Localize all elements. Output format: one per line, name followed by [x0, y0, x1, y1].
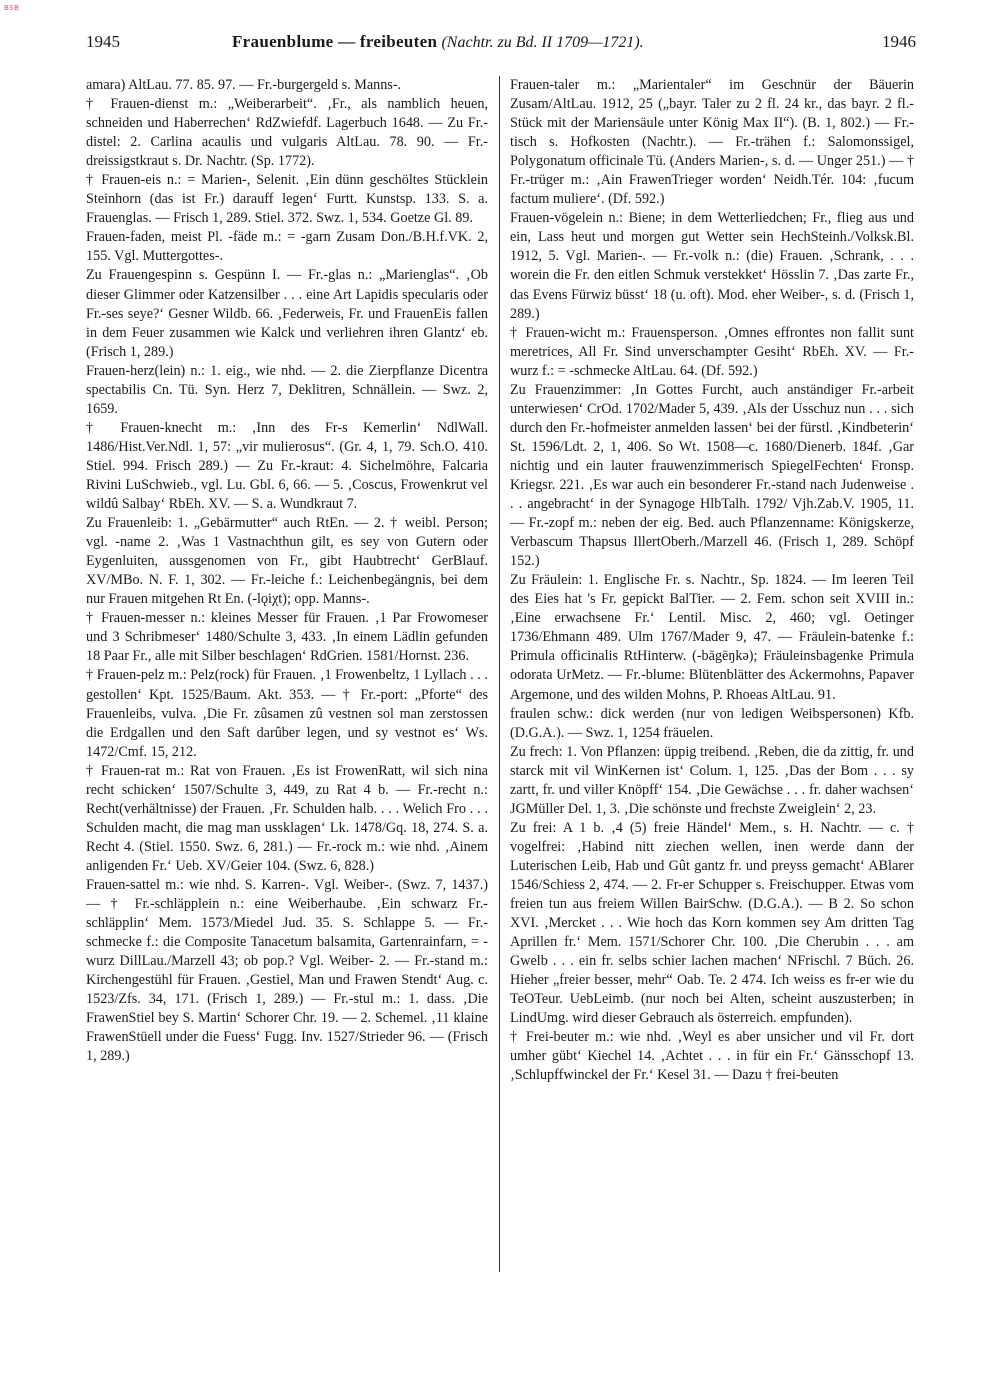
entry: Frauen-sattel m.: wie nhd. S. Karren-. Vgl. Weiber-. (Swz. 7, 1437.) — † Fr.-schläpplein n.: eine Weiberhaube. ‚Ein schwarz Fr.-schläpplin‘ Mem. 1573/Miedel Jud. 35. S. Schlappe 5. — Fr.-schmecke f.: die Composite Tanacetum balsamita, Gartenrainfarn, = -wurz DillLau./Marzell 43; ob pop.? Vgl. Weiber- 2. — Fr.-stand m.: Kirchengestühl für Frauen. ‚Gestiel, Man und Frawen Stendt‘ Aug. c. 1523/Zfs. 34, 171. (Frisch 1, 289.) — Fr.-stul m.: 1. dass. ‚Die FrawenStiel bey S. Martin‘ Schorer Chr. 19. — 2. Schemel. ‚11 klaine FrawenStüell under die Fuess‘ Fugg. Inv. 1527/Strieder 96. — (Frisch 1, 289.) — [86, 876, 488, 1065]
left-column — [86, 76, 488, 1066]
entry: amara) AltLau. 77. 85. 97. — Fr.-burgergeld s. Manns-. — [86, 77, 402, 93]
entry: Frauen-faden, meist Pl. -fäde m.: = -garn Zusam Don./B.H.f.VK. 2, 155. Vgl. Muttergottes-. — [86, 229, 488, 265]
entry: † Frauen-dienst m.: „Weiberarbeit“. ‚Fr., als namblich heuen, schneiden und Haberrechen‘ RdZwiefdf. Lagerbuch 1648. — Zu Fr.-distel: 2. Carlina acaulis und vulgaris AltLau. 78. 90. — Fr.-dreissigstkraut s. Dr. Nachtr. (Sp. 1772). — [86, 96, 488, 170]
entry: Frauen-herz(lein) n.: 1. eig., wie nhd. — 2. die Zierpflanze Dicentra spectabilis Cn. Tü. Syn. Herz 7, Deklitren, Schnällein. — Swz. 2, 1659. — [86, 362, 488, 417]
entry: Zu Fräulein: 1. Englische Fr. s. Nachtr., Sp. 1824. — Im leeren Teil des Eies hat 's Fr. gepickt BalTier. — 2. Fem. schon seit XVIII in.: ‚Eine erwachsene Fr.‘ Lentil. Misc. 2, 460; vgl. Oetinger 1736/Ehmann 489. Ulm 1767/Mader 9, 47. — Fräulein-batenke f.: Primula officinalis RtHinterw. (-bāgēŋkə); Fräuleinsbagenke Primula odorata UrMetz. — Fr.-blume: Blütenblätter des Ackermohns, Papaver Argemone, und des wilden Mohns, P. Rhoeas AltLau. 91. — [510, 572, 914, 703]
entry: Zu frech: 1. Von Pflanzen: üppig treibend. ‚Reben, die da zittig, fr. und starck mit vil WinKernen ist‘ Colum. 1, 125. ‚Das der Bom . . . sy zartt, fr. und viller Knöpff‘ 154. ‚Die Gewächse . . . fr. daher wachsen‘ JGMüller Del. 1, 3. ‚Die schönste und frechste Zweiglein‘ 2, 23. — [510, 743, 914, 817]
entry: † Frauen-pelz m.: Pelz(rock) für Frauen. ‚1 Frowenbeltz, 1 Lyllach . . . gestollen‘ Kpt. 1525/Baum. Akt. 353. — † Fr.-port: „Pforte“ des Frauenleibs, vulva. ‚Die Fr. zûsamen zû vestnen sol man zerstossen die Erdgallen und den Saft darûber legen, und sy vestnot es‘ Ws. 1472/Cmf. 15, 212. — [86, 667, 488, 760]
entry: † Frauen-messer n.: kleines Messer für Frauen. ‚1 Par Frowomeser und 3 Schribmeser‘ 1480/Schulte 3, 433. ‚In einem Lädlin gefunden 18 Paar Fr., alle mit Silber beschlagen‘ RdGrien. 1581/Hornst. 236. — [86, 610, 488, 665]
entry: Zu Frauengespinn s. Gespünn I. — Fr.-glas n.: „Marienglas“. ‚Ob dieser Glimmer oder Katzensilber . . . eine Art Lapidis specularis oder Fr.-ses seye?‘ Gesner Wildb. 66. ‚Federweis, Fr. und FrauenEis fallen in dem Feuer zusammen wie Kalck und verliehren ihren Glantz‘ eb. (Frisch 1, 289.) — [86, 267, 488, 360]
right-column — [510, 76, 914, 1085]
running-title-reference: (Nachtr. zu Bd. II 1709—1721). — [441, 34, 644, 51]
running-title — [232, 32, 644, 52]
entry: Frauen-taler m.: „Marientaler“ im Geschnür der Bäuerin Zusam/AltLau. 1912, 25 („bayr. Taler zu 2 fl. 24 kr., das bayr. 2 fl.-Stück mit der Mariensäule unter König Max II“). (B. 1, 802.) — Fr.-tisch s. Hofkosten (Nachtr.). — Fr.-trähen f.: Salomonssigel, Polygonatum officinale Tü. (Anders Marien-, s. d. — Unger 251.) — † Fr.-trüger m.: ‚Ain FrawenTrieger worden‘ Neidh.Tér. 104: ‚fucum factum muliere‘. (Df. 592.) — [510, 77, 914, 208]
page-number-right: 1946 — [882, 32, 916, 51]
page-number-left: 1945 — [86, 32, 120, 51]
page-header — [86, 32, 916, 60]
entry: † Frauen-eis n.: = Marien-, Selenit. ‚Ein dünn geschöltes Stücklein Steinhorn (das ist Fr.) darauff legen‘ Furtt. Kunstsp. 133. S. a. Frauenglas. — Frisch 1, 289. Stiel. 372. Swz. 1, 534. Goetze Gl. 89. — [86, 172, 488, 227]
column-divider — [499, 76, 500, 1272]
entry: Zu Frauenzimmer: ‚In Gottes Furcht, auch anständiger Fr.-arbeit unterwiesen‘ CrOd. 1702/Mader 5, 439. ‚Als der Usschuz nun . . . sich durch den Fr.-hofmeister anmelden lassen‘ bei der fürstl. ‚Kindbeterin‘ St. 1596/Ldt. 2, 1, 406. So Wt. 1508—c. 1680/Dienerb. 184f. ‚Gar nichtig und ein lauter frauwenzimmerisch SpiegelFechten‘ Fronsp. Kriegsr. 221. ‚Es war auch ein besonderer Fr.-stand nach Judenweise . . . angebracht‘ in der Synagoge HlbTalh. 1792/ Vjh.Zab.V. 1905, 11. — Fr.-zopf m.: neben der eig. Bed. auch Pflanzenname: Königskerze, Verbascum Thapsus IllertOberh./Marzell 46. (Frisch 1, 289. Schöpf 152.) — [510, 381, 914, 570]
entry: † Frauen-wicht m.: Frauensperson. ‚Omnes effrontes non fallit sunt meretrices, All Fr. Sind unverschampter Gesiht‘ RbEh. XV. — Fr.-wurz f.: = -schmecke AltLau. 64. (Df. 592.) — [510, 324, 914, 379]
entry: † Frei-beuter m.: wie nhd. ‚Weyl es aber unsicher und vil Fr. dort umher gübt‘ Kiechel 14. ‚Achtet . . . in für ein Fr.‘ Gänsschopf 13. ‚Schlupffwinckel der Fr.‘ Kesel 31. — Dazu † frei-beuten — [510, 1029, 914, 1084]
running-title-words: Frauenblume — freibeuten — [232, 32, 438, 51]
entry: Frauen-vögelein n.: Biene; in dem Wetterliedchen; Fr., flieg aus und ein, Lass heut und morgen gut Wetter sein HechSteinh./Volksk.Bl. 1912, 5. Vgl. Marien-. — Fr.-volk n.: (die) Frauen. ‚Schrank, . . . worein die Fr. den eitlen Schmuk verstekket‘ Hösslin 7. ‚Das zarte Fr., das Evens Fürwiz büsst‘ 18 (u. oft). Mod. eher Weiber-, s. d. (Frisch 1, 289.) — [510, 210, 914, 322]
library-stamp: BSB — [4, 4, 20, 12]
entry: † Frauen-rat m.: Rat von Frauen. ‚Es ist FrowenRatt, wil sich nina recht schicken‘ 1507/Schulte 3, 449, zu Rat 4 b. — Fr.-recht n.: Recht(verhältnisse) der Frauen. ‚Fr. Schulden halb. . . . Welich Fro . . . Schulden macht, die mag man ussklagen‘ Lk. 1478/Gq. 18, 274. S. a. Recht 4. (Stiel. 1550. Swz. 6, 281.) — Fr.-rock m.: wie nhd. ‚Ainem anligenden Fr.‘ Ueb. XV/Geier 104. (Swz. 6, 828.) — [86, 762, 488, 874]
entry: † Frauen-knecht m.: ‚Inn des Fr-s Kemerlin‘ NdlWall. 1486/Hist.Ver.Ndl. 1, 57: „vir mulierosus“. (Gr. 4, 1, 79. Sch.O. 410. Stiel. 994. Frisch 289.) — Zu Fr.-kraut: 4. Sichelmöhre, Falcaria Rivini LuSchwieb., vgl. Lu. Gbl. 6, 66. — 5. ‚Coscus, Frowenkrut vel wildû Salbay‘ RbEh. XV. — S. a. Wundkraut 7. — [86, 419, 488, 513]
entry: Zu Frauenleib: 1. „Gebärmutter“ auch RtEn. — 2. † weibl. Person; vgl. -name 2. ‚Was 1 Vastnachthun gilt, es sey von Gutern oder Eygenluiten, aussgenomen von Fr., gibt Haubtrecht‘ GerBlauf. XV/MBo. N. F. 1, 302. — Fr.-leiche f.: Leichenbegängnis, bei dem nur Frauen mitgehen Rt En. (-lǫiχt); opp. Manns-. — [86, 515, 488, 608]
entry: fraulen schw.: dick werden (nur von ledigen Weibspersonen) Kfb. (D.G.A.). — Swz. 1, 1254 fräuelen. — [510, 705, 914, 741]
entry: Zu frei: A 1 b. ‚4 (5) freie Händel‘ Mem., s. H. Nachtr. — c. † vogelfrei: ‚Habind nitt ziechen wellen, inen werde dann der Luterischen Leib, Hab und Gût gantz fr. und preyss gemacht‘ ABlarer 1546/Schiess 2, 474. — 2. Fr-er Schupper s. Freischupper. Etwas vom freien tun aus freiem Willen BairSchw. (D.G.A.). — B 2. So schon XVI. ‚Mercket . . . Wie hoch das Korn kommen sey Am dritten Tag Aprillen fr.‘ Mem. 1571/Schorer Chr. 100. ‚Die Cherubin . . . am Gwelb . . . ein fr. selbs schier lachen machen‘ NFrischl. 7 Büch. 26. Hieher „freier besser, mehr“ Oab. Te. 2 474. Ich weiss es fr-er wie du TeOTeur. UebLeimb. (nur noch bei Alten, scheint auszusterben; in LindUmg. wird dieser Gebrauch als österreich. empfunden). — [510, 819, 914, 1027]
